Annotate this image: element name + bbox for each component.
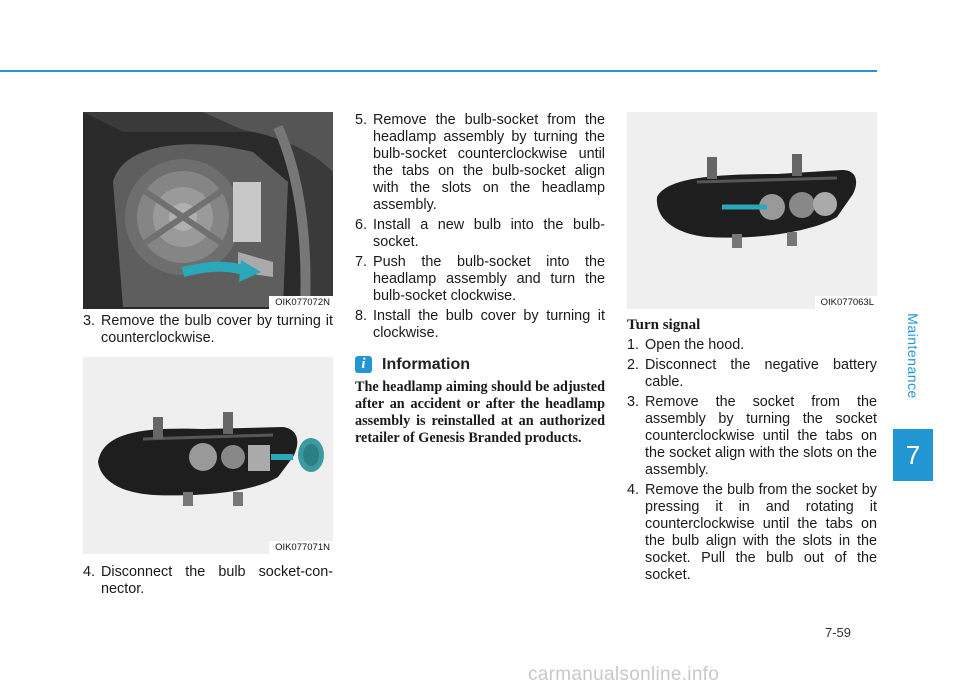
photo-code: OIK077072N bbox=[269, 296, 333, 309]
section-side-label: Maintenance bbox=[905, 313, 921, 399]
column-left bbox=[83, 112, 333, 598]
headlamp-illustration bbox=[627, 112, 877, 309]
column-middle bbox=[355, 112, 605, 447]
information-text: The headlamp aiming should be adjusted after an accident or after the headlamp assembly is reinstalled at an authorized retailer of Genesis Branded products. bbox=[355, 379, 605, 446]
socket-connector-photo bbox=[83, 357, 333, 554]
photo-code: OIK077063L bbox=[815, 296, 877, 309]
ts-step-1: 1. Open the hood. bbox=[627, 337, 745, 353]
information-heading bbox=[355, 356, 605, 373]
info-icon: i bbox=[355, 356, 372, 373]
chapter-tab: 7 bbox=[893, 429, 933, 481]
step-8: 8. Install the bulb cover by turning it clockwise. bbox=[355, 308, 605, 341]
ts-step-3: 3. Remove the socket from the assembly by turning the socket counterclockwise until the tabs on the socket align with the slots on the assembly. bbox=[627, 394, 877, 478]
ts-step-2: 2. Disconnect the negative battery cable. bbox=[627, 357, 877, 390]
information-title: Information bbox=[382, 356, 470, 373]
step-7: 7. Push the bulb-socket into the headlamp assembly and turn the bulb-socket clockwise. bbox=[355, 254, 605, 304]
headlamp-illustration bbox=[83, 357, 333, 554]
turn-signal-photo bbox=[627, 112, 877, 309]
bulb-cover-photo bbox=[83, 112, 333, 309]
step-5: 5. Remove the bulb-socket from the headlamp assembly by turning the bulb-socket counterclockwise until the tabs on the bulb-socket align with the slots on the headlamp assembly. bbox=[355, 112, 605, 213]
step-3: 3. Remove the bulb cover by turning it counterclockwise. bbox=[83, 313, 333, 346]
step-4: 4. Disconnect the bulb socket-con-nector. bbox=[83, 564, 333, 597]
photo-code: OIK077071N bbox=[269, 541, 333, 554]
step-6: 6. Install a new bulb into the bulb-socket. bbox=[355, 217, 605, 250]
page-number: 7-59 bbox=[825, 625, 852, 640]
header-rule bbox=[0, 70, 877, 72]
bulb-cover-illustration bbox=[83, 112, 333, 309]
watermark[interactable]: carmanualsonline.info bbox=[528, 664, 720, 685]
subheading-turn-signal: Turn signal bbox=[627, 317, 701, 333]
column-right bbox=[627, 112, 877, 584]
ts-step-4: 4. Remove the bulb from the socket by pressing it in and rotating it counterclockwise until the tabs on the bulb align with the slots in the socket. Pull the bulb out of the socket. bbox=[627, 482, 877, 583]
